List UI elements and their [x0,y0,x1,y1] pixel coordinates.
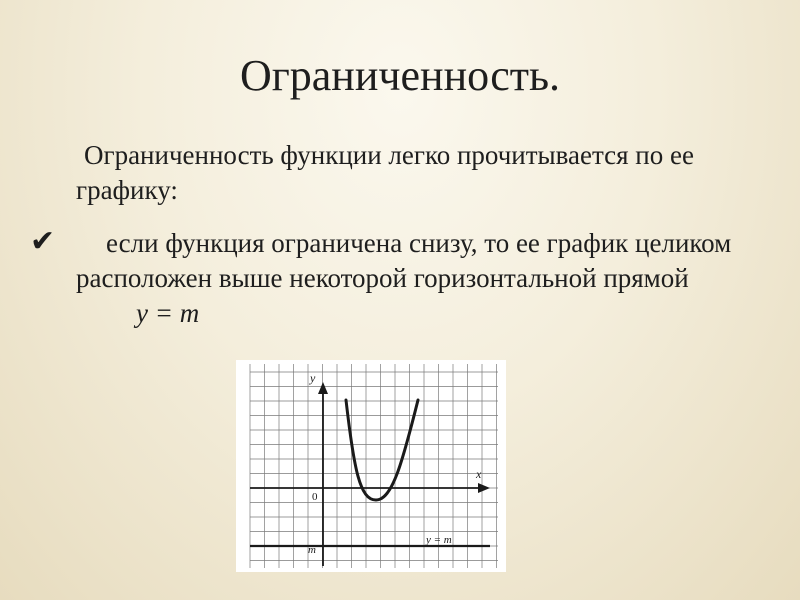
bullet-paragraph [76,226,736,331]
graph-svg [236,360,506,572]
axis-y-label: y [310,371,316,385]
axis-x-label: x [476,467,482,481]
intro-paragraph: Ограниченность функции легко прочитывается по ее графику: [76,140,694,205]
function-graph [236,360,506,572]
bullet-text: если функция ограничена снизу, то ее график целиком расположен выше некоторой горизонтальной прямой [76,228,732,293]
m-label: m [308,544,316,556]
bullet-formula: y = m [136,298,200,328]
slide-title: Ограниченность. [239,51,561,100]
origin-label: 0 [312,491,318,503]
graph-background [236,360,506,572]
checkmark-icon: ✔ [30,224,56,259]
line-label: y = m [426,534,452,546]
